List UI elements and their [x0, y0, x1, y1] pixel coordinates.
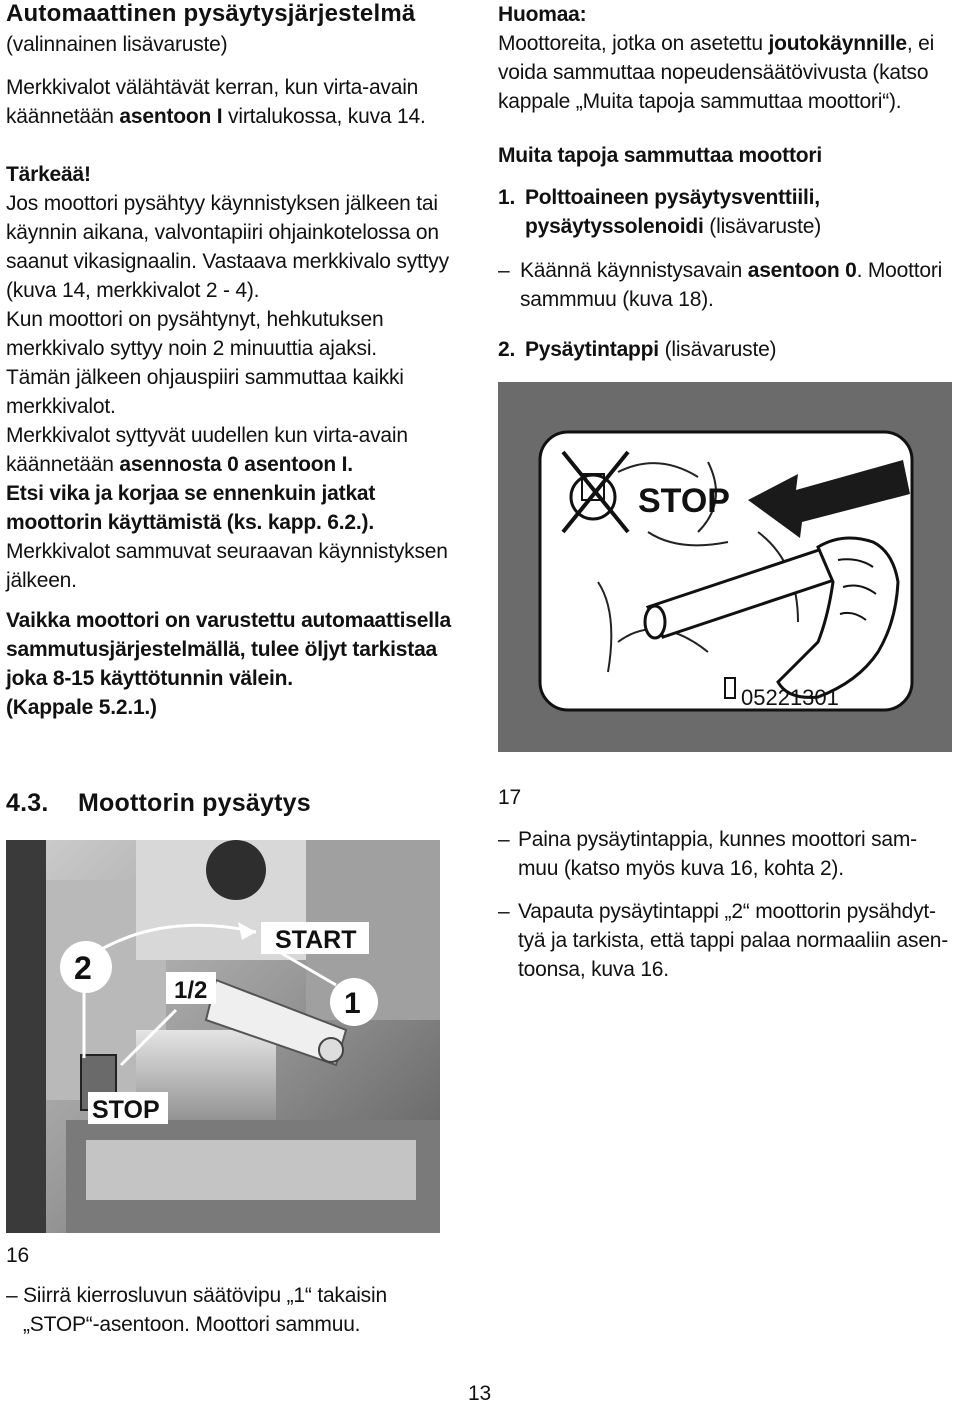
intro-text: käännetään	[6, 105, 120, 128]
intro-line-2	[6, 102, 426, 131]
method-1-title-cont	[498, 212, 821, 241]
warning-line: Vaikka moottori on varustettu automaattisella	[6, 609, 451, 632]
cap	[206, 840, 266, 900]
note-line: voida sammuttaa nopeudensäätövivusta (katso	[498, 61, 929, 84]
important-body	[6, 189, 449, 595]
step-emphasis: asentoon 0	[747, 259, 857, 282]
section-heading	[6, 789, 311, 818]
important-line: jälkeen.	[6, 569, 77, 592]
section-title: Automaattinen pysäytysjärjestelmä	[6, 0, 416, 27]
important-line: (kuva 14, merkkivalot 2 - 4).	[6, 279, 260, 302]
figure-16-photo	[6, 840, 440, 1233]
important-line: Tämän jälkeen ohjauspiiri sammuttaa kaikki	[6, 366, 404, 389]
method-2-number: 2.	[498, 338, 516, 361]
important-line: Kun moottori on pysähtynyt, hehkutuksen	[6, 308, 384, 331]
method-2-title	[498, 335, 776, 364]
figure-17-step-2	[498, 897, 953, 987]
method-1-title-text-2: pysäytyssolenoidi	[525, 215, 704, 238]
method-2-suffix: (lisävaruste)	[658, 338, 777, 361]
important-bold-line: moottorin käyttämistä (ks. kapp. 6.2.).	[6, 511, 374, 534]
step-line: Paina pysäytintappia, kunnes moottori sam-	[518, 828, 917, 851]
note-text-end: , ei	[906, 32, 935, 55]
dash: –	[6, 1284, 18, 1307]
figure-17-step-1	[498, 825, 953, 885]
method-2-title-text: Pysäytintappi	[525, 338, 659, 361]
step-text-end: . Moottori	[856, 259, 943, 282]
step-text: Käännä käynnistysavain	[520, 259, 748, 282]
figure-16-caption: 16	[6, 1244, 29, 1267]
pin-tip	[645, 606, 665, 638]
label-1: 1	[344, 987, 361, 1020]
base-plate	[86, 1140, 416, 1200]
important-line: saanut vikasignaalin. Vastaava merkkivalo syttyy	[6, 250, 449, 273]
part-number-marker	[725, 678, 735, 698]
note-block	[498, 0, 934, 116]
oil-warning	[6, 606, 451, 722]
step-line: tyä ja tarkista, että tappi palaa normaaliin asen-	[518, 929, 949, 952]
figure-17-caption: 17	[498, 786, 521, 809]
method-1-suffix: (lisävaruste)	[703, 215, 822, 238]
page-number: 13	[468, 1382, 491, 1405]
stop-label: STOP	[92, 1096, 160, 1124]
note-line	[498, 29, 934, 58]
method-1-step-line	[520, 256, 942, 285]
intro-emphasis: asentoon I	[119, 105, 223, 128]
section-subtitle: (valinnainen lisävaruste)	[6, 33, 228, 56]
important-line: Merkkivalot syttyvät uudellen kun virta-avain	[6, 424, 408, 447]
dash: –	[498, 900, 510, 923]
part-number: 05221301	[741, 685, 839, 710]
section-heading-title: Moottorin pysäytys	[78, 789, 311, 817]
step-line: „STOP“-asentoon. Moottori sammuu.	[23, 1313, 361, 1336]
important-line: Merkkivalot sammuvat seuraavan käynnistyksen	[6, 540, 448, 563]
note-line: kappale „Muita tapoja sammuttaa moottori“).	[498, 90, 902, 113]
important-text: käännetään	[6, 453, 120, 476]
important-line: Jos moottori pysähtyy käynnistyksen jälkeen tai	[6, 192, 438, 215]
warning-line: joka 8-15 käyttötunnin välein.	[6, 667, 293, 690]
method-1-step-line: sammmuu (kuva 18).	[520, 288, 714, 311]
important-emphasis: asennosta 0 asentoon I.	[119, 453, 353, 476]
important-bold-line: Etsi vika ja korjaa se ennenkuin jatkat	[6, 482, 376, 505]
important-line: merkkivalo syttyy noin 2 minuuttia ajaksi.	[6, 337, 377, 360]
figure-17-drawing	[498, 382, 952, 752]
stop-label: STOP	[638, 482, 730, 520]
note-emphasis: joutokäynnille	[768, 32, 907, 55]
method-1-step	[498, 256, 948, 316]
other-ways-heading: Muita tapoja sammuttaa moottori	[498, 144, 822, 167]
figure-16	[6, 840, 440, 1233]
intro-line-1: Merkkivalot välähtävät kerran, kun virta-avain	[6, 76, 419, 99]
note-heading: Huomaa:	[498, 3, 587, 26]
dash: –	[498, 259, 510, 282]
note-text: Moottoreita, jotka on asetettu	[498, 32, 769, 55]
warning-line: sammutusjärjestelmällä, tulee öljyt tarkistaa	[6, 638, 438, 661]
important-heading: Tärkeää!	[6, 163, 91, 186]
step-line: muu (katso myös kuva 16, kohta 2).	[518, 857, 844, 880]
left-edge	[6, 840, 46, 1233]
important-line	[6, 450, 449, 479]
intro-text-end: virtalukossa, kuva 14.	[222, 105, 426, 128]
section-number: 4.3.	[6, 789, 49, 817]
important-line: käynnin aikana, valvontapiiri ohjainkotelossa on	[6, 221, 439, 244]
step-line: Vapauta pysäytintappi „2“ moottorin pysähdyt-	[518, 900, 936, 923]
label-2: 2	[74, 950, 92, 986]
important-line: merkkivalot.	[6, 395, 116, 418]
half-label: 1/2	[174, 977, 208, 1004]
method-1-number: 1.	[498, 186, 516, 209]
step-line: toonsa, kuva 16.	[518, 958, 669, 981]
dash: –	[498, 828, 510, 851]
figure-16-step	[6, 1281, 466, 1341]
method-1	[498, 183, 821, 241]
step-line: Siirrä kierrosluvun säätövipu „1“ takaisin	[23, 1284, 387, 1307]
figure-17	[498, 382, 952, 752]
warning-line: (Kappale 5.2.1.)	[6, 696, 157, 719]
start-label: START	[275, 926, 357, 954]
method-1-title	[498, 183, 821, 212]
method-1-title-text: Polttoaineen pysäytysventtiili,	[525, 186, 820, 209]
lever-pivot	[319, 1038, 343, 1062]
